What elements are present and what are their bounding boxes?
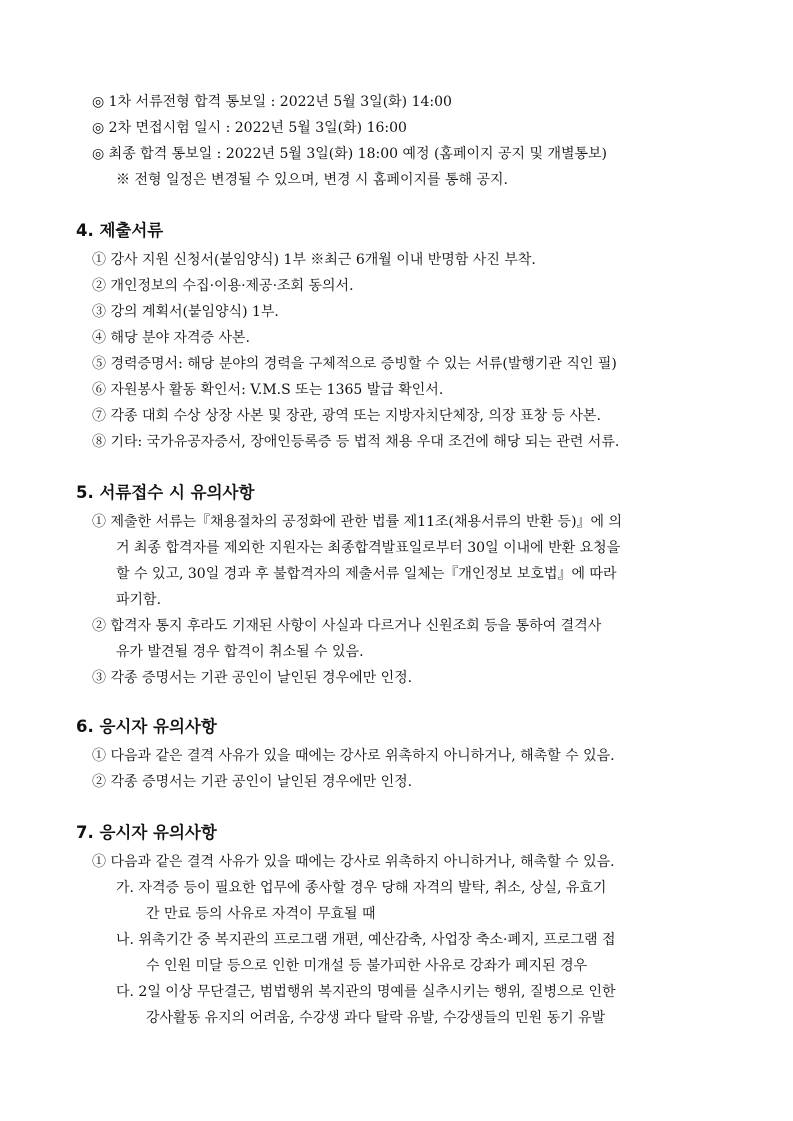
section-5-line-2: 거 최종 합격자를 제외한 지원자는 최종합격발표일로부터 30일 이내에 반환 요청을	[116, 540, 621, 556]
section-5-line-3: 할 수 있고, 30일 경과 후 불합격자의 제출서류 일체는『개인정보 보호법』에 따라	[116, 566, 617, 582]
section-6-item-1: ① 다음과 같은 결격 사유가 있을 때에는 강사로 위촉하지 아니하거나, 해촉할 수 있음.	[92, 748, 615, 764]
section-7-line-6: 다. 2일 이상 무단결근, 범법행위 복지관의 명예를 실추시키는 행위, 질병으로 인한	[116, 984, 616, 1000]
section-6-item-2: ② 각종 증명서는 기관 공인이 날인된 경우에만 인정.	[92, 774, 413, 790]
section-6-title: 6. 응시자 유의사항	[76, 717, 217, 736]
section-4-item-2: ② 개인정보의 수집·이용·제공·조회 동의서.	[92, 278, 354, 294]
section-7-line-4: 나. 위촉기간 중 복지관의 프로그램 개편, 예산감축, 사업장 축소·폐지, 프로그램 접	[116, 932, 616, 948]
section-5-line-5: ② 합격자 통지 후라도 기재된 사항이 사실과 다르거나 신원조회 등을 통하여 결격사	[92, 618, 602, 634]
section-7-line-3: 간 만료 등의 사유로 자격이 무효될 때	[146, 906, 376, 922]
schedule-line-3: ◎ 최종 합격 통보일 : 2022년 5월 3일(화) 18:00 예정 (홈페이지 공지 및 개별통보)	[92, 146, 607, 162]
section-5-line-4: 파기함.	[116, 592, 162, 608]
section-4-item-1: ① 강사 지원 신청서(붙임양식) 1부 ※최근 6개월 이내 반명함 사진 부착.	[92, 252, 536, 268]
section-4-item-7: ⑦ 각종 대회 수상 상장 사본 및 장관, 광역 또는 지방자치단체장, 의장 표창 등 사본.	[92, 408, 601, 424]
section-4-item-8: ⑧ 기타: 국가유공자증서, 장애인등록증 등 법적 채용 우대 조건에 해당 되는 관련 서류.	[92, 434, 620, 450]
section-7-line-1: ① 다음과 같은 결격 사유가 있을 때에는 강사로 위촉하지 아니하거나, 해촉할 수 있음.	[92, 854, 615, 870]
schedule-line-2: ◎ 2차 면접시험 일시 : 2022년 5월 3일(화) 16:00	[92, 120, 407, 136]
section-4-title: 4. 제출서류	[76, 221, 164, 240]
section-7-title: 7. 응시자 유의사항	[76, 823, 217, 842]
section-4-item-3: ③ 강의 계획서(붙임양식) 1부.	[92, 304, 279, 320]
section-7-line-2: 가. 자격증 등이 필요한 업무에 종사할 경우 당해 자격의 발탁, 취소, 상실, 유효기	[116, 880, 607, 896]
section-7-line-5: 수 인원 미달 등으로 인한 미개설 등 불가피한 사유로 강좌가 폐지된 경우	[146, 958, 588, 974]
section-5-line-6: 유가 발견될 경우 합격이 취소될 수 있음.	[116, 644, 364, 660]
section-5-line-1: ① 제출한 서류는『채용절차의 공정화에 관한 법률 제11조(채용서류의 반환 등)』에 의	[92, 514, 623, 530]
schedule-note: ※ 전형 일정은 변경될 수 있으며, 변경 시 홈페이지를 통해 공지.	[116, 172, 508, 188]
section-4-item-6: ⑥ 자원봉사 활동 확인서: V.M.S 또는 1365 발급 확인서.	[92, 382, 444, 398]
section-7-line-7: 강사활동 유지의 어려움, 수강생 과다 탈락 유발, 수강생들의 민원 동기 유발	[146, 1010, 606, 1026]
section-5-line-7: ③ 각종 증명서는 기관 공인이 날인된 경우에만 인정.	[92, 670, 413, 686]
section-4-item-4: ④ 해당 분야 자격증 사본.	[92, 330, 250, 346]
schedule-line-1: ◎ 1차 서류전형 합격 통보일 : 2022년 5월 3일(화) 14:00	[92, 94, 452, 110]
section-4-item-5: ⑤ 경력증명서: 해당 분야의 경력을 구체적으로 증빙할 수 있는 서류(발행기관 직인 필)	[92, 356, 617, 372]
section-5-title: 5. 서류접수 시 유의사항	[76, 483, 255, 502]
